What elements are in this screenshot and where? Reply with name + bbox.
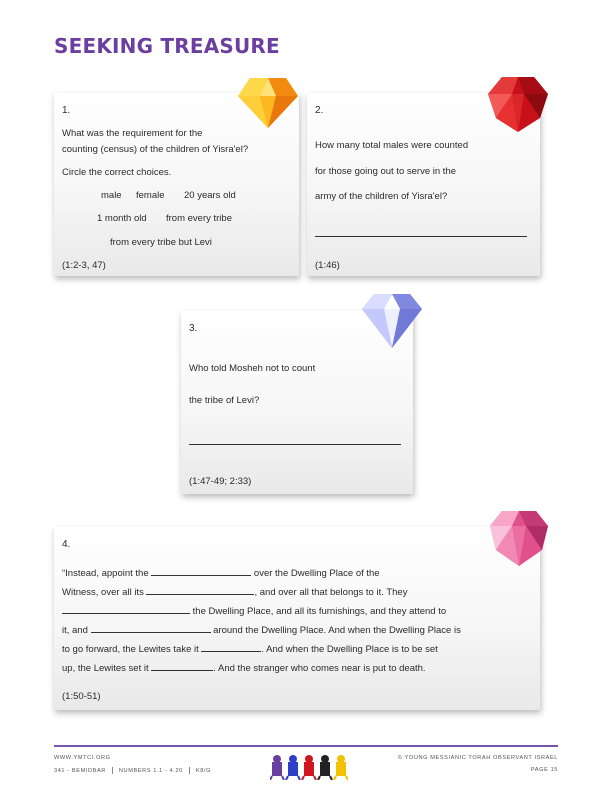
choice-from-every-tribe[interactable]: from every tribe xyxy=(166,213,232,224)
passage-text: Witness, over all its xyxy=(62,587,144,598)
passage-line-1 xyxy=(62,566,380,581)
answer-blank[interactable] xyxy=(91,623,211,633)
logo-figure xyxy=(270,755,284,780)
passage-line-2 xyxy=(62,585,407,600)
footer-info xyxy=(54,767,211,774)
scripture-reference: (1:46) xyxy=(315,260,340,271)
passage-text: . And the stranger who comes near is put to death. xyxy=(213,663,426,674)
question-text-line: Who told Mosheh not to count xyxy=(189,363,316,374)
question-number: 3. xyxy=(189,323,198,334)
question-text-line: the tribe of Levi? xyxy=(189,395,260,406)
choice-from-every-tribe-but-levi[interactable]: from every tribe but Levi xyxy=(110,237,212,248)
choice-1-month-old[interactable]: 1 month old xyxy=(97,213,147,224)
answer-blank[interactable] xyxy=(62,604,190,614)
passage-line-5 xyxy=(62,642,438,657)
answer-blank[interactable] xyxy=(151,661,213,671)
question-number: 1. xyxy=(62,105,71,116)
red-gem-icon xyxy=(486,74,550,134)
footer-range: NUMBERS 1.1 - 4.20 xyxy=(118,767,183,774)
question-card-4 xyxy=(54,527,540,710)
question-text-line: army of the children of Yisra'el? xyxy=(315,191,448,202)
answer-blank[interactable] xyxy=(315,227,527,237)
logo-figure xyxy=(318,755,332,780)
question-text-line: How many total males were counted xyxy=(315,140,469,151)
choice-male[interactable]: male xyxy=(101,190,122,201)
footer-copyright: © YOUNG MESSIANIC TORAH OBSERVANT ISRAEL xyxy=(397,755,558,761)
scripture-reference: (1:47-49; 2:33) xyxy=(189,476,252,487)
choice-female[interactable]: female xyxy=(136,190,165,201)
footer-site[interactable]: WWW.YMTCI.ORG xyxy=(54,755,111,761)
footer-book: 341 - BEMIDBAR xyxy=(54,767,106,774)
footer-rule xyxy=(54,745,558,747)
instruction-text: Circle the correct choices. xyxy=(62,167,172,178)
blue-gem-icon xyxy=(360,291,424,351)
footer-separator xyxy=(189,767,190,774)
passage-text: . And when the Dwelling Place is to be set xyxy=(261,644,438,655)
page-title: SEEKING TREASURE xyxy=(54,34,280,58)
passage-text: over the Dwelling Place of the xyxy=(253,568,380,579)
question-text-line: for those going out to serve in the xyxy=(315,166,457,177)
passage-text: around the Dwelling Place. And when the Dwelling Place is xyxy=(213,625,461,636)
passage-line-3 xyxy=(62,604,446,619)
footer-grade: K8/G xyxy=(195,767,212,774)
choice-20-years-old[interactable]: 20 years old xyxy=(184,190,236,201)
question-text-line: counting (census) of the children of Yisra'el? xyxy=(62,144,249,155)
passage-text: “Instead, appoint the xyxy=(62,568,149,579)
passage-text: up, the Lewites set it xyxy=(62,663,149,674)
logo-figure xyxy=(334,755,348,780)
passage-line-4 xyxy=(62,623,461,638)
footer-page-number: PAGE 15 xyxy=(530,767,558,773)
passage-text: to go forward, the Lewites take it xyxy=(62,644,199,655)
ymtoi-logo xyxy=(270,752,348,780)
logo-figure xyxy=(286,755,300,780)
passage-text: , and over all that belongs to it. They xyxy=(254,587,408,598)
pink-gem-icon xyxy=(488,508,550,568)
logo-figure xyxy=(302,755,316,780)
question-number: 2. xyxy=(315,105,324,116)
answer-blank[interactable] xyxy=(146,585,254,595)
answer-blank[interactable] xyxy=(151,566,251,576)
question-number: 4. xyxy=(62,539,71,550)
answer-blank[interactable] xyxy=(189,435,401,445)
passage-text: the Dwelling Place, and all its furnishings, and they attend to xyxy=(192,606,447,617)
yellow-gem-icon xyxy=(236,74,300,130)
passage-text: it, and xyxy=(62,625,88,636)
question-text-line: What was the requirement for the xyxy=(62,128,203,139)
answer-blank[interactable] xyxy=(201,642,261,652)
scripture-reference: (1:50-51) xyxy=(62,691,101,702)
scripture-reference: (1:2-3, 47) xyxy=(62,260,106,271)
passage-line-6 xyxy=(62,661,426,676)
footer-separator xyxy=(112,767,113,774)
